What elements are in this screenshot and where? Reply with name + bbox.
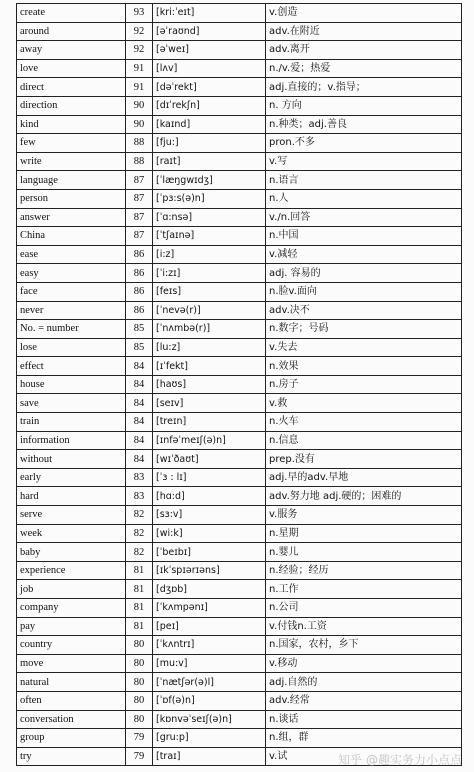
meaning-cell: adj. 容易的 xyxy=(266,264,462,283)
meaning-cell: v.减轻 xyxy=(266,245,462,264)
word-cell: serve xyxy=(17,506,126,525)
frequency-cell: 84 xyxy=(126,357,153,376)
phonetic-cell: [ˈnʌmbə(r)] xyxy=(153,320,266,339)
frequency-cell: 81 xyxy=(126,599,153,618)
table-row xyxy=(17,468,462,487)
meaning-cell: n.人 xyxy=(266,189,462,208)
meaning-cell: adv.离开 xyxy=(266,41,462,60)
meaning-cell: n. 方向 xyxy=(266,96,462,115)
word-cell: often xyxy=(17,691,126,710)
table-row xyxy=(17,375,462,394)
phonetic-cell: [ˈpɜ:s(ə)n] xyxy=(153,189,266,208)
meaning-cell: v.创造 xyxy=(266,4,462,23)
meaning-cell: n.房子 xyxy=(266,375,462,394)
table-row xyxy=(17,431,462,450)
table-row xyxy=(17,691,462,710)
frequency-cell: 81 xyxy=(126,561,153,580)
word-cell: China xyxy=(17,227,126,246)
meaning-cell: v./n.回答 xyxy=(266,208,462,227)
table-row xyxy=(17,710,462,729)
table-row xyxy=(17,41,462,60)
meaning-cell: n.星期 xyxy=(266,524,462,543)
table-row xyxy=(17,673,462,692)
meaning-cell: adv.在附近 xyxy=(266,22,462,41)
frequency-cell: 79 xyxy=(126,747,153,766)
meaning-cell: v.服务 xyxy=(266,506,462,525)
phonetic-cell: [ˈnevə(r)] xyxy=(153,301,266,320)
meaning-cell: prep.没有 xyxy=(266,450,462,469)
table-row xyxy=(17,115,462,134)
phonetic-cell: [haʊs] xyxy=(153,375,266,394)
table-row xyxy=(17,338,462,357)
phonetic-cell: [ɪnfəˈmeɪʃ(ə)n] xyxy=(153,431,266,450)
phonetic-cell: [dʒɒb] xyxy=(153,580,266,599)
word-cell: save xyxy=(17,394,126,413)
frequency-cell: 90 xyxy=(126,96,153,115)
table-row xyxy=(17,134,462,153)
table-row xyxy=(17,636,462,655)
phonetic-cell: [ˈlæŋgwɪdʒ] xyxy=(153,171,266,190)
phonetic-cell: [wɪˈðaʊt] xyxy=(153,450,266,469)
table-row xyxy=(17,320,462,339)
vocabulary-table xyxy=(16,3,462,766)
word-cell: without xyxy=(17,450,126,469)
table-row xyxy=(17,357,462,376)
frequency-cell: 84 xyxy=(126,375,153,394)
frequency-cell: 91 xyxy=(126,59,153,78)
frequency-cell: 79 xyxy=(126,729,153,748)
meaning-cell: n.公司 xyxy=(266,599,462,618)
word-cell: answer xyxy=(17,208,126,227)
phonetic-cell: [kri:ˈeɪt] xyxy=(153,4,266,23)
phonetic-cell: [kɒnvəˈseɪʃ(ə)n] xyxy=(153,710,266,729)
phonetic-cell: [fju:] xyxy=(153,134,266,153)
meaning-cell: adj.自然的 xyxy=(266,673,462,692)
word-cell: language xyxy=(17,171,126,190)
meaning-cell: v.救 xyxy=(266,394,462,413)
word-cell: ease xyxy=(17,245,126,264)
phonetic-cell: [ˈkʌmpənɪ] xyxy=(153,599,266,618)
word-cell: face xyxy=(17,282,126,301)
meaning-cell: v.写 xyxy=(266,152,462,171)
frequency-cell: 83 xyxy=(126,468,153,487)
frequency-cell: 80 xyxy=(126,636,153,655)
table-row xyxy=(17,227,462,246)
frequency-cell: 91 xyxy=(126,78,153,97)
word-cell: baby xyxy=(17,543,126,562)
table-row xyxy=(17,245,462,264)
frequency-cell: 92 xyxy=(126,41,153,60)
meaning-cell: n.效果 xyxy=(266,357,462,376)
phonetic-cell: [lu:z] xyxy=(153,338,266,357)
frequency-cell: 87 xyxy=(126,227,153,246)
phonetic-cell: [ɪˈfekt] xyxy=(153,357,266,376)
table-row xyxy=(17,282,462,301)
frequency-cell: 81 xyxy=(126,617,153,636)
meaning-cell: n.国家，农村，乡下 xyxy=(266,636,462,655)
word-cell: job xyxy=(17,580,126,599)
frequency-cell: 86 xyxy=(126,282,153,301)
word-cell: easy xyxy=(17,264,126,283)
meaning-cell: n.语言 xyxy=(266,171,462,190)
word-cell: No. = number xyxy=(17,320,126,339)
frequency-cell: 87 xyxy=(126,189,153,208)
phonetic-cell: [sɜ:v] xyxy=(153,506,266,525)
frequency-cell: 82 xyxy=(126,543,153,562)
frequency-cell: 86 xyxy=(126,264,153,283)
word-cell: direction xyxy=(17,96,126,115)
word-cell: group xyxy=(17,729,126,748)
word-cell: country xyxy=(17,636,126,655)
phonetic-cell: [wi:k] xyxy=(153,524,266,543)
frequency-cell: 81 xyxy=(126,580,153,599)
phonetic-cell: [dɪˈrekʃn] xyxy=(153,96,266,115)
table-row xyxy=(17,654,462,673)
phonetic-cell: [ˈbeɪbɪ] xyxy=(153,543,266,562)
table-row xyxy=(17,450,462,469)
word-cell: train xyxy=(17,413,126,432)
meaning-cell: n.谈话 xyxy=(266,710,462,729)
phonetic-cell: [əˈweɪ] xyxy=(153,41,266,60)
vocabulary-table-body xyxy=(17,4,462,766)
frequency-cell: 86 xyxy=(126,245,153,264)
word-cell: information xyxy=(17,431,126,450)
frequency-cell: 80 xyxy=(126,654,153,673)
table-row xyxy=(17,59,462,78)
phonetic-cell: [i:z] xyxy=(153,245,266,264)
word-cell: never xyxy=(17,301,126,320)
frequency-cell: 87 xyxy=(126,208,153,227)
word-cell: love xyxy=(17,59,126,78)
meaning-cell: n.婴儿 xyxy=(266,543,462,562)
phonetic-cell: [kaɪnd] xyxy=(153,115,266,134)
frequency-cell: 80 xyxy=(126,673,153,692)
phonetic-cell: [əˈraʊnd] xyxy=(153,22,266,41)
phonetic-cell: [ˈɜ : lɪ] xyxy=(153,468,266,487)
phonetic-cell: [treɪn] xyxy=(153,413,266,432)
phonetic-cell: [ˈnætʃər(ə)l] xyxy=(153,673,266,692)
meaning-cell: n.工作 xyxy=(266,580,462,599)
phonetic-cell: [traɪ] xyxy=(153,747,266,766)
meaning-cell: v.试 xyxy=(266,747,462,766)
meaning-cell: v.付钱n.工资 xyxy=(266,617,462,636)
meaning-cell: n.中国 xyxy=(266,227,462,246)
meaning-cell: n./v.爱；热爱 xyxy=(266,59,462,78)
meaning-cell: n.种类；adj.善良 xyxy=(266,115,462,134)
meaning-cell: adj.早的adv.早地 xyxy=(266,468,462,487)
table-row xyxy=(17,4,462,23)
table-row xyxy=(17,394,462,413)
table-row xyxy=(17,561,462,580)
word-cell: few xyxy=(17,134,126,153)
word-cell: pay xyxy=(17,617,126,636)
table-row xyxy=(17,171,462,190)
phonetic-cell: [lʌv] xyxy=(153,59,266,78)
frequency-cell: 88 xyxy=(126,152,153,171)
meaning-cell: n.组，群 xyxy=(266,729,462,748)
word-cell: effect xyxy=(17,357,126,376)
frequency-cell: 85 xyxy=(126,338,153,357)
table-row xyxy=(17,543,462,562)
frequency-cell: 84 xyxy=(126,394,153,413)
table-row xyxy=(17,189,462,208)
word-cell: write xyxy=(17,152,126,171)
word-cell: week xyxy=(17,524,126,543)
frequency-cell: 84 xyxy=(126,450,153,469)
table-row xyxy=(17,487,462,506)
frequency-cell: 82 xyxy=(126,506,153,525)
word-cell: away xyxy=(17,41,126,60)
meaning-cell: n.经验；经历 xyxy=(266,561,462,580)
table-row xyxy=(17,617,462,636)
word-cell: experience xyxy=(17,561,126,580)
phonetic-cell: [ˈɑ:nsə] xyxy=(153,208,266,227)
table-row xyxy=(17,22,462,41)
frequency-cell: 80 xyxy=(126,691,153,710)
table-row xyxy=(17,96,462,115)
meaning-cell: adj.直接的；v.指导； xyxy=(266,78,462,97)
phonetic-cell: [ˈkʌntrɪ] xyxy=(153,636,266,655)
word-cell: early xyxy=(17,468,126,487)
frequency-cell: 87 xyxy=(126,171,153,190)
meaning-cell: v.移动 xyxy=(266,654,462,673)
word-cell: around xyxy=(17,22,126,41)
frequency-cell: 84 xyxy=(126,413,153,432)
table-row xyxy=(17,152,462,171)
word-cell: try xyxy=(17,747,126,766)
word-cell: hard xyxy=(17,487,126,506)
meaning-cell: adv.经常 xyxy=(266,691,462,710)
frequency-cell: 88 xyxy=(126,134,153,153)
word-cell: person xyxy=(17,189,126,208)
meaning-cell: adv.决不 xyxy=(266,301,462,320)
phonetic-cell: [seɪv] xyxy=(153,394,266,413)
word-cell: create xyxy=(17,4,126,23)
frequency-cell: 84 xyxy=(126,431,153,450)
frequency-cell: 80 xyxy=(126,710,153,729)
phonetic-cell: [peɪ] xyxy=(153,617,266,636)
word-cell: house xyxy=(17,375,126,394)
table-row xyxy=(17,599,462,618)
table-row xyxy=(17,580,462,599)
phonetic-cell: [feɪs] xyxy=(153,282,266,301)
table-row xyxy=(17,524,462,543)
meaning-cell: adv.努力地 adj.硬的；困难的 xyxy=(266,487,462,506)
word-cell: company xyxy=(17,599,126,618)
frequency-cell: 86 xyxy=(126,301,153,320)
word-cell: conversation xyxy=(17,710,126,729)
phonetic-cell: [ˈɒf(ə)n] xyxy=(153,691,266,710)
meaning-cell: n.数字；号码 xyxy=(266,320,462,339)
table-row xyxy=(17,78,462,97)
word-cell: kind xyxy=(17,115,126,134)
frequency-cell: 92 xyxy=(126,22,153,41)
phonetic-cell: [ˈi:zɪ] xyxy=(153,264,266,283)
frequency-cell: 90 xyxy=(126,115,153,134)
frequency-cell: 85 xyxy=(126,320,153,339)
meaning-cell: pron.不多 xyxy=(266,134,462,153)
table-row xyxy=(17,413,462,432)
phonetic-cell: [ɪkˈspɪərɪəns] xyxy=(153,561,266,580)
table-row xyxy=(17,506,462,525)
phonetic-cell: [mu:v] xyxy=(153,654,266,673)
phonetic-cell: [dəˈrekt] xyxy=(153,78,266,97)
frequency-cell: 82 xyxy=(126,524,153,543)
phonetic-cell: [gru:p] xyxy=(153,729,266,748)
table-row xyxy=(17,729,462,748)
word-cell: natural xyxy=(17,673,126,692)
meaning-cell: n.脸v.面向 xyxy=(266,282,462,301)
meaning-cell: n.信息 xyxy=(266,431,462,450)
table-row xyxy=(17,301,462,320)
word-cell: lose xyxy=(17,338,126,357)
frequency-cell: 83 xyxy=(126,487,153,506)
word-cell: move xyxy=(17,654,126,673)
watermark: 知乎 @趣实务力小点点 xyxy=(338,753,462,767)
phonetic-cell: [hɑ:d] xyxy=(153,487,266,506)
meaning-cell: n.火车 xyxy=(266,413,462,432)
phonetic-cell: [raɪt] xyxy=(153,152,266,171)
phonetic-cell: [ˈtʃaɪnə] xyxy=(153,227,266,246)
word-cell: direct xyxy=(17,78,126,97)
frequency-cell: 93 xyxy=(126,4,153,23)
table-row xyxy=(17,208,462,227)
table-row xyxy=(17,264,462,283)
meaning-cell: v.失去 xyxy=(266,338,462,357)
